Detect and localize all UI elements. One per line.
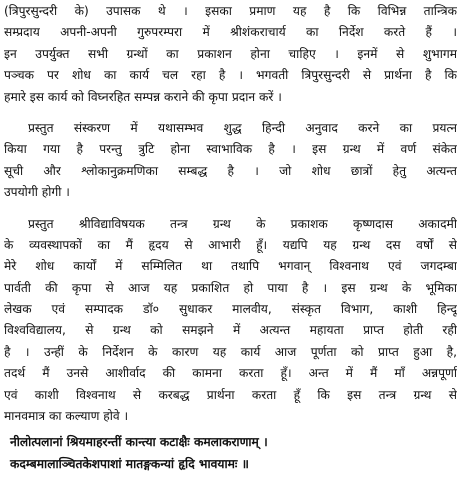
text-line: सूची और श्लोकानुक्रमणिका सम्बद्ध है । जो शोध छात्रों हेतु अत्यन्त <box>4 163 457 178</box>
text-line: किया गया है परन्तु त्रुटि होना स्वाभाविक है । इस ग्रन्थ में वर्ण संकेत <box>4 142 457 157</box>
text-line: (त्रिपुरसुन्दरी के) उपासक थे । इसका प्रमाण यह है कि विभिन्न तान्त्रिक <box>4 4 457 18</box>
paragraph-gap <box>4 204 457 214</box>
text-line: हमारे इस कार्य को विघ्नरहित सम्पन्न कराने की कृपा प्रदान करें । <box>4 89 282 104</box>
text-line: प्रस्तुत श्रीविद्याविषयक तन्त्र ग्रन्थ के प्रकाशक कृष्णदास अकादमी <box>28 216 457 231</box>
text-line: प्रस्तुत संस्करण में यथासम्भव शुद्ध हिन्दी अनुवाद करने का प्रयत्न <box>28 120 457 135</box>
verse-line: कदम्बमालाञ्चितकेशपाशां मातङ्गकन्यां हृदि भावयामः ॥ <box>10 457 249 472</box>
text-line: मेरे शोध कार्यों में सम्मिलित था तथापि भगवान् विश्वनाथ एवं जगदम्बा <box>4 259 457 274</box>
text-line: मानवमात्र का कल्याण होवे । <box>4 409 129 424</box>
verse-line: नीलोत्पलानां श्रियमाहरन्तीं कान्त्या कटाक्षैः कमलाकराणाम् । <box>10 435 268 450</box>
text-line: पार्वती की कृपा से आज यह प्रकाशित हो पाया है । इस ग्रन्थ के भूमिका <box>4 280 457 295</box>
text-line: सम्प्रदाय अपनी-अपनी गुरुपरम्परा में श्रीशंकराचार्य का निर्देश करते हैं । <box>4 25 457 40</box>
text-line: इन उपर्युक्त सभी ग्रन्थों का प्रकाशन होना चाहिए । इनमें से शुभागम <box>4 46 457 61</box>
text-line: विश्वविद्यालय, से ग्रन्थ को समझने में अत्यन्त महायता प्राप्त होती रही <box>4 323 457 338</box>
text-line: तदर्थ मैं उनसे आशीर्वाद की कामना करता हूँ। अन्त में मैं माँ अन्नपूर्णा <box>4 366 457 381</box>
paragraph-2 <box>4 118 457 204</box>
text-line: एवं काशी विश्वनाथ से करबद्ध प्रार्थना करता हूँ कि इस तन्त्र ग्रन्थ से <box>4 387 457 402</box>
text-line: है । उन्हीं के निर्देशन के कारण यह कार्य आज पूर्णता को प्राप्त हुआ है, <box>4 344 457 359</box>
verse-block <box>4 431 457 475</box>
paragraph-gap <box>4 108 457 118</box>
text-line: पञ्चक पर शोध का कार्य चल रहा है । भगवती त्रिपुरसुन्दरी से प्रार्थना है कि <box>4 68 457 83</box>
text-line: उपयोगी होगी । <box>4 185 70 200</box>
text-line: लेखक एवं सम्पादक डॉ० सुधाकर मालवीय, संस्कृत विभाग, काशी हिन्दू <box>4 302 457 317</box>
text-line: के व्यवस्थापकों का मैं हृदय से आभारी हूँ। यद्यपि यह ग्रन्थ दस वर्षों से <box>4 237 457 252</box>
paragraph-3 <box>4 214 457 428</box>
paragraph-1 <box>4 1 457 108</box>
